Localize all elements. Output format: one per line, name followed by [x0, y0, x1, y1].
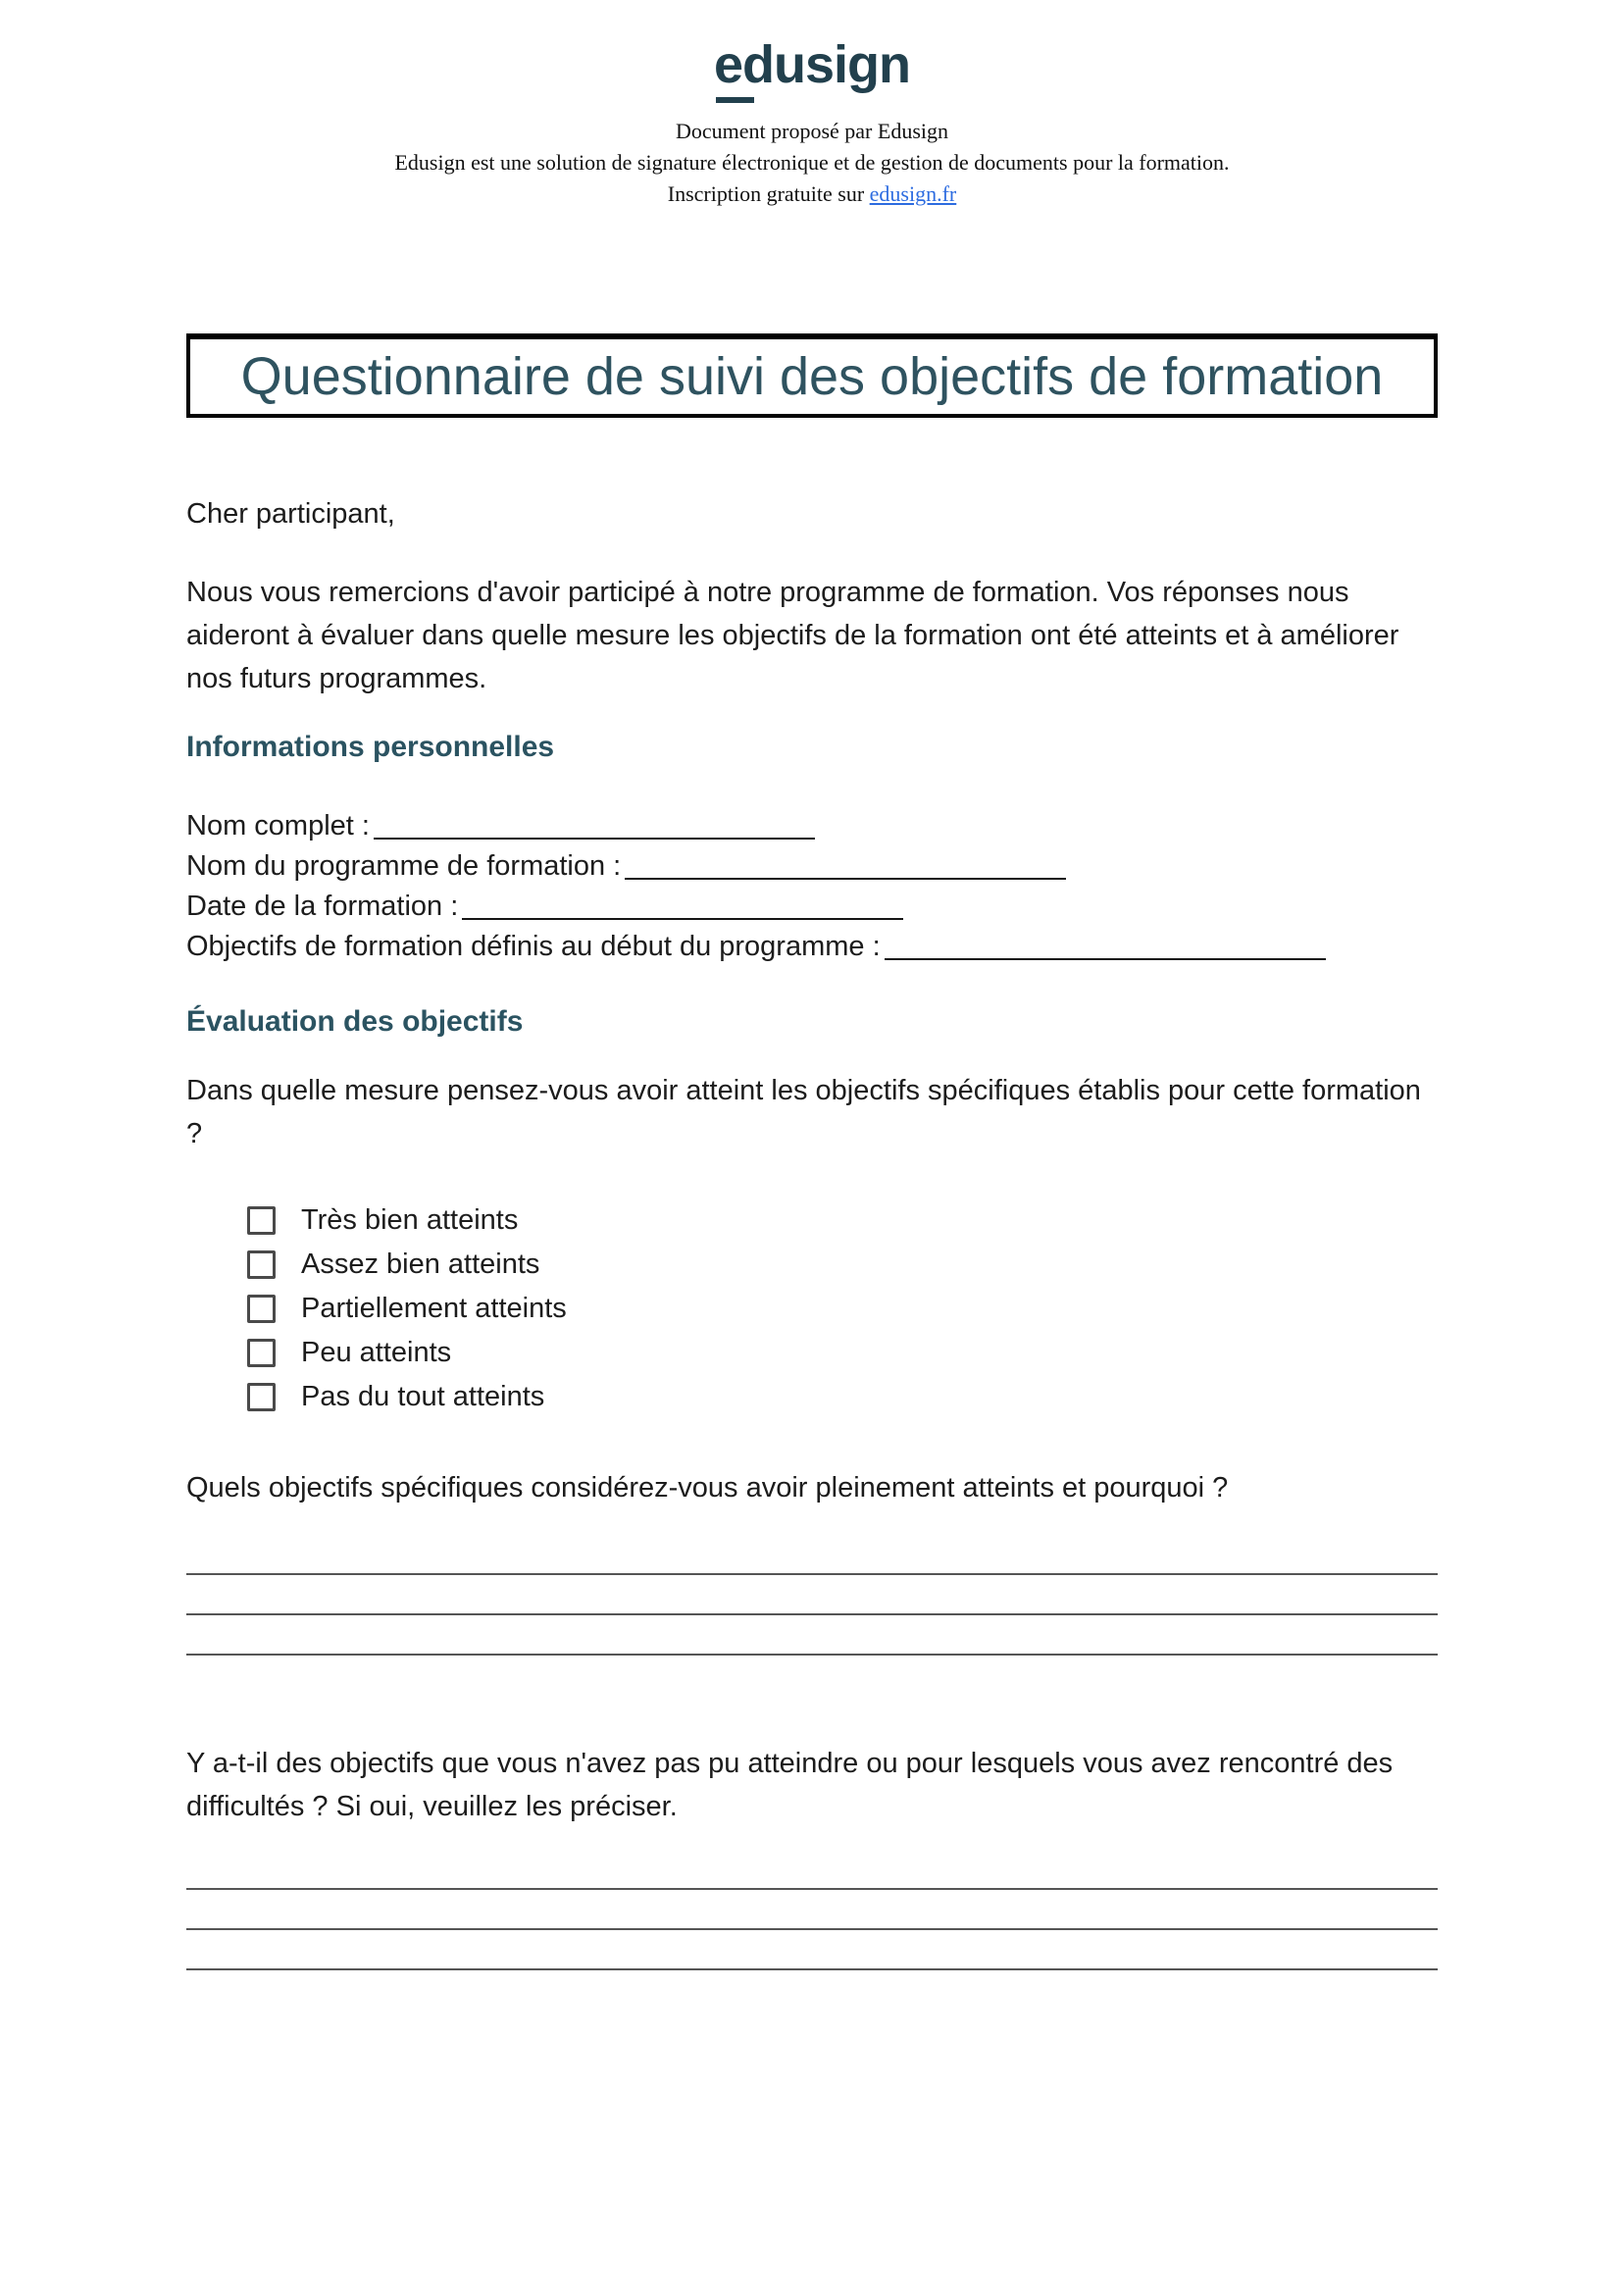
- checkbox-assez-bien-atteints[interactable]: [247, 1250, 276, 1279]
- option-label: Peu atteints: [301, 1337, 452, 1368]
- achievement-options: [186, 1198, 1438, 1419]
- header-line-1: Document proposé par Edusign: [676, 119, 948, 143]
- field-blank: [625, 860, 1066, 880]
- answer-lines-difficulties: [186, 1850, 1438, 1970]
- header-line-3-text: Inscription gratuite sur: [667, 181, 870, 206]
- section-heading-evaluation-objectifs: Évaluation des objectifs: [186, 1005, 524, 1038]
- section-heading-informations-personnelles: Informations personnelles: [186, 731, 555, 763]
- header-description: [186, 116, 1438, 210]
- answer-line: [186, 1615, 1438, 1656]
- field-objectifs-definis: [186, 927, 1438, 967]
- field-blank: [462, 900, 903, 920]
- option-row-pas-du-tout: [186, 1375, 1438, 1419]
- option-row-partiellement: [186, 1287, 1438, 1331]
- option-label: Partiellement atteints: [301, 1293, 567, 1324]
- logo-text: edusign: [713, 35, 910, 94]
- option-row-peu: [186, 1331, 1438, 1375]
- answer-line: [186, 1850, 1438, 1890]
- field-label: Nom complet :: [186, 810, 370, 841]
- answer-line: [186, 1930, 1438, 1970]
- field-label: Date de la formation :: [186, 891, 459, 922]
- field-blank: [885, 941, 1326, 960]
- answer-line: [186, 1535, 1438, 1575]
- intro-paragraph: Nous vous remercions d'avoir participé à notre programme de formation. Vos réponses nous aideront à évaluer dans quelle mesure les objectifs de la formation ont été atteints et à améliorer nos futurs programmes.: [186, 577, 1399, 694]
- checkbox-peu-atteints[interactable]: [247, 1339, 276, 1367]
- field-label: Objectifs de formation définis au début du programme :: [186, 931, 881, 962]
- field-nom-complet: [186, 806, 1438, 846]
- field-label: Nom du programme de formation :: [186, 850, 622, 882]
- edusign-logo: [714, 35, 910, 103]
- question-achievement: Dans quelle mesure pensez-vous avoir atteint les objectifs spécifiques établis pour cette formation ?: [186, 1075, 1421, 1149]
- answer-lines-achieved-why: [186, 1535, 1438, 1656]
- answer-line: [186, 1575, 1438, 1615]
- field-nom-programme: [186, 846, 1438, 887]
- option-row-tres-bien: [186, 1198, 1438, 1243]
- option-label: Pas du tout atteints: [301, 1381, 545, 1412]
- greeting: Cher participant,: [186, 498, 395, 530]
- title-box: [186, 333, 1438, 418]
- logo-underline-decoration: [716, 97, 754, 103]
- field-date-formation: [186, 887, 1438, 927]
- answer-line: [186, 1890, 1438, 1930]
- edusign-fr-link[interactable]: edusign.fr: [869, 181, 957, 206]
- question-difficulties: Y a-t-il des objectifs que vous n'avez pas pu atteindre ou pour lesquels vous avez rencontré des difficultés ? Si oui, veuillez les préciser.: [186, 1748, 1394, 1822]
- header-line-2: Edusign est une solution de signature électronique et de gestion de documents pour la formation.: [394, 150, 1230, 175]
- header: [186, 35, 1438, 104]
- checkbox-partiellement-atteints[interactable]: [247, 1295, 276, 1323]
- checkbox-pas-du-tout-atteints[interactable]: [247, 1383, 276, 1411]
- checkbox-tres-bien-atteints[interactable]: [247, 1206, 276, 1235]
- header-line-3: [186, 178, 1438, 210]
- question-achieved-why: Quels objectifs spécifiques considérez-vous avoir pleinement atteints et pourquoi ?: [186, 1472, 1229, 1504]
- option-row-assez-bien: [186, 1243, 1438, 1287]
- personal-info-fields: [186, 806, 1438, 967]
- page-title: Questionnaire de suivi des objectifs de formation: [240, 347, 1384, 406]
- option-label: Assez bien atteints: [301, 1249, 540, 1280]
- field-blank: [374, 820, 815, 840]
- option-label: Très bien atteints: [301, 1204, 519, 1236]
